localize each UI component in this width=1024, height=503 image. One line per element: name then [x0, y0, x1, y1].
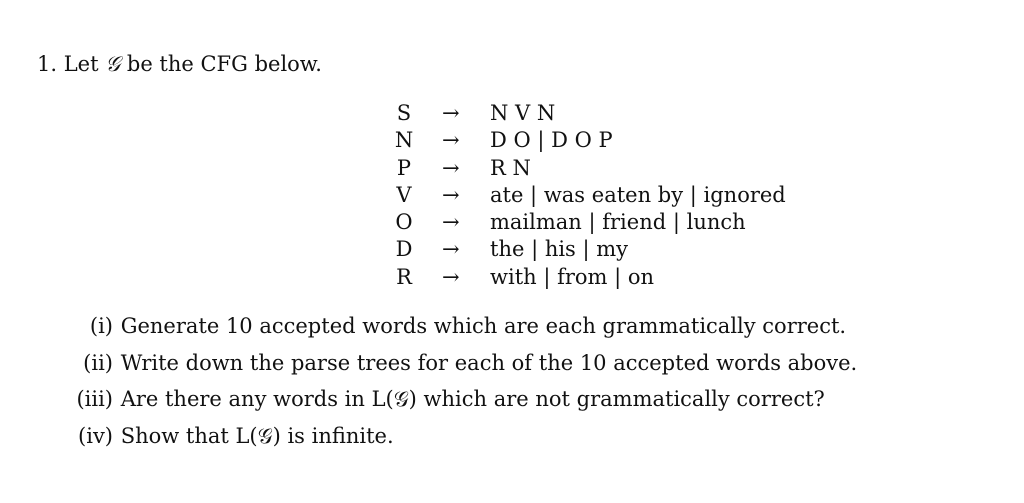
rule-arrow: →	[442, 101, 460, 125]
rule-lhs: P	[396, 155, 412, 180]
question-header	[37, 50, 322, 78]
rule-arrow: →	[442, 210, 460, 235]
question-text-after: be the CFG below.	[126, 52, 322, 76]
part-text: Show that L(𝒢) is infinite.	[120, 423, 394, 448]
question-number: 1.	[37, 52, 58, 76]
rule-rhs: mailman | friend | lunch	[490, 210, 746, 235]
rule-rhs: R N	[490, 155, 531, 180]
rule-arrow: →	[442, 155, 460, 180]
part-text: Write down the parse trees for each of the 10 accepted words above.	[120, 350, 858, 375]
rule-lhs: V	[396, 182, 412, 207]
rule-arrow: →	[442, 237, 460, 262]
question-text-before: Let	[63, 52, 99, 76]
rule-rhs: the | his | my	[490, 237, 629, 262]
rule-rhs: D O | D O P	[490, 128, 613, 153]
part-iii	[68, 385, 857, 422]
rule-rhs: ate | was eaten by | ignored	[490, 182, 786, 207]
rule-lhs: R	[396, 264, 412, 289]
part-text: Generate 10 accepted words which are each grammatically correct.	[120, 314, 847, 338]
rule-lhs: D	[395, 237, 413, 262]
part-label: (ii)	[83, 350, 113, 375]
part-ii	[68, 349, 857, 386]
part-text: Are there any words in L(𝒢) which are not grammatically correct?	[120, 387, 825, 411]
part-label: (iv)	[78, 423, 113, 448]
rule-rhs: N V N	[490, 101, 556, 125]
rule-arrow: →	[442, 128, 460, 153]
part-iv	[68, 422, 857, 459]
question-parts	[68, 312, 857, 458]
rule-arrow: →	[442, 264, 460, 289]
rule-rhs: with | from | on	[490, 264, 655, 289]
rule-lhs: S	[396, 101, 412, 125]
rule-lhs: O	[395, 210, 413, 235]
grammar-symbol: 𝒢	[105, 52, 121, 76]
rule-lhs: N	[394, 128, 414, 153]
part-label: (i)	[89, 314, 113, 338]
rule-arrow: →	[442, 182, 460, 207]
part-label: (iii)	[76, 387, 113, 411]
part-i	[68, 312, 857, 349]
